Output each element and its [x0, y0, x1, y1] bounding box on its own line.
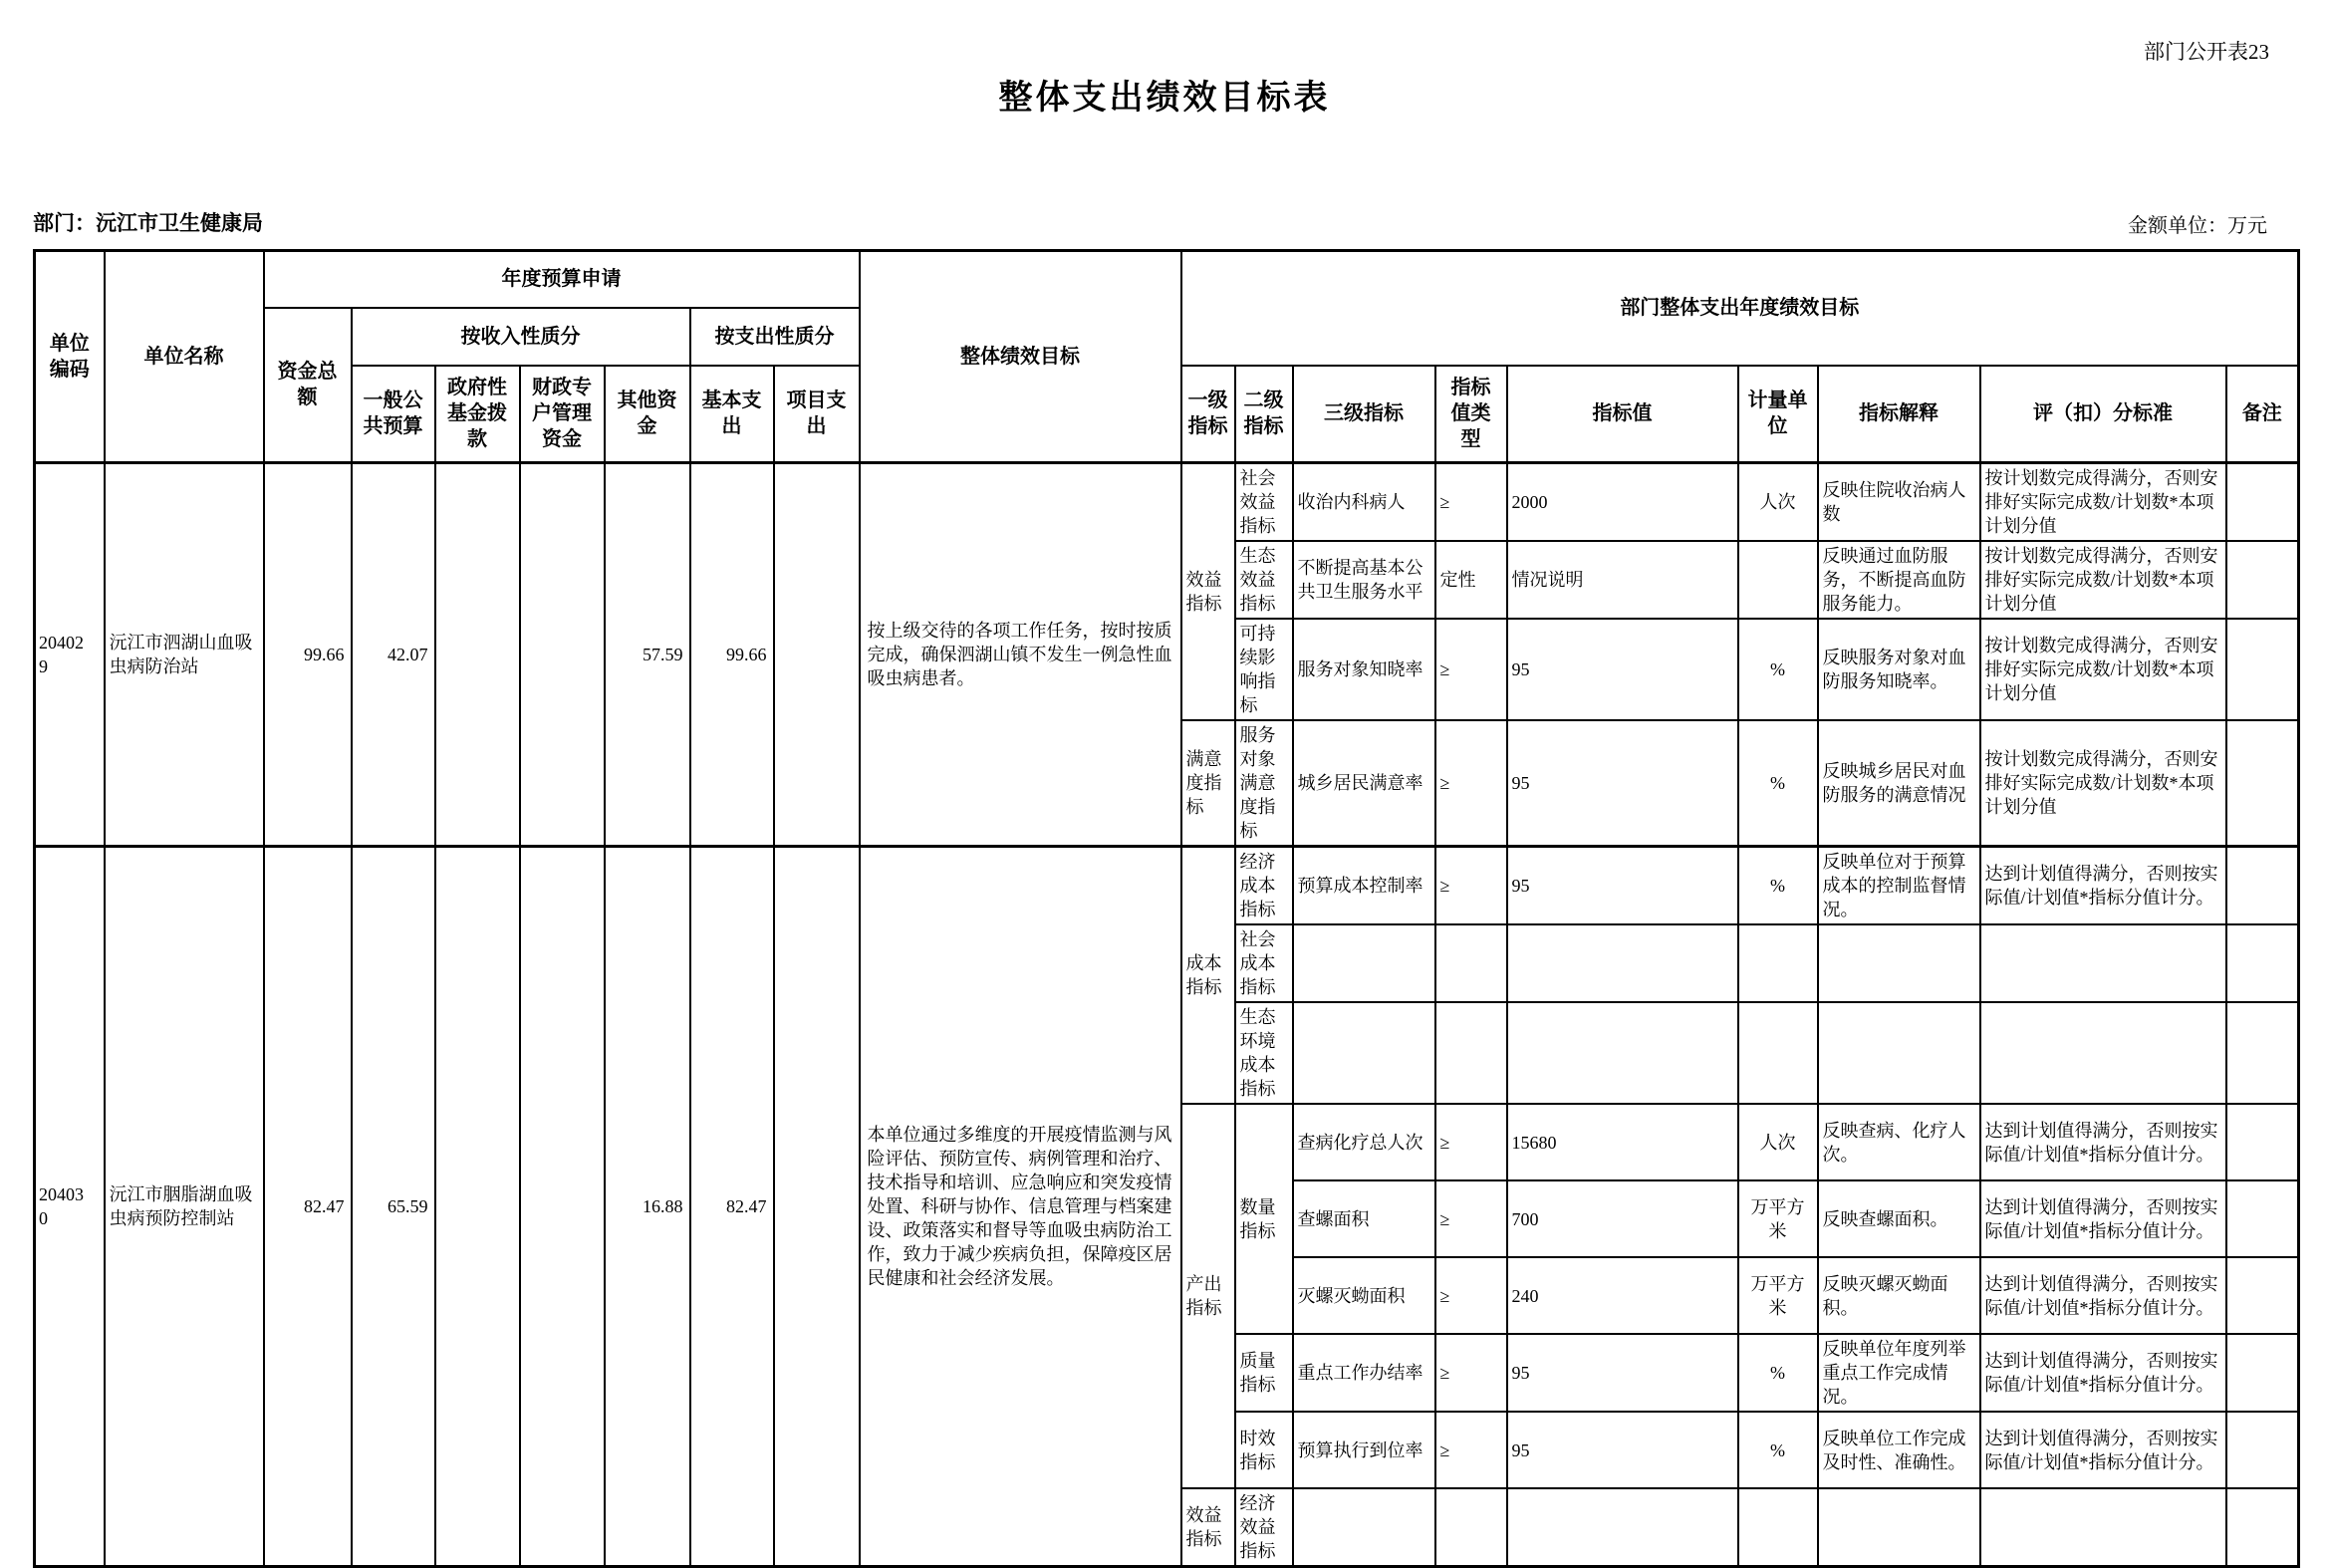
indicator-value-cell [1507, 1488, 1738, 1567]
indicator-value-cell: 95 [1507, 847, 1738, 925]
remark-cell [2226, 463, 2299, 542]
level3-indicator-cell: 城乡居民满意率 [1293, 720, 1435, 847]
value-type-cell: ≥ [1435, 1104, 1507, 1180]
scoring-cell [1980, 924, 2226, 1002]
indicator-value-cell: 15680 [1507, 1104, 1738, 1180]
level3-indicator-cell: 不断提高基本公共卫生服务水平 [1293, 541, 1435, 619]
level2-indicator-cell: 社会效益指标 [1235, 463, 1293, 542]
measure-unit-cell: % [1738, 1412, 1818, 1488]
header-scoring-standard: 评（扣）分标准 [1980, 366, 2226, 463]
indicator-value-cell: 95 [1507, 1334, 1738, 1412]
level2-indicator-cell: 服务对象满意度指标 [1235, 720, 1293, 847]
corner-note: 部门公开表23 [2144, 40, 2269, 64]
unit-name-cell: 沅江市胭脂湖血吸虫病预防控制站 [105, 847, 264, 1567]
indicator-value-cell: 2000 [1507, 463, 1738, 542]
unit-code-cell: 204029 [35, 463, 105, 847]
measure-unit-cell: % [1738, 720, 1818, 847]
scoring-cell: 达到计划值得满分，否则按实际值/计划值*指标分值计分。 [1980, 1412, 2226, 1488]
unit-name-cell: 沅江市泗湖山血吸虫病防治站 [105, 463, 264, 847]
scoring-cell: 达到计划值得满分，否则按实际值/计划值*指标分值计分。 [1980, 1104, 2226, 1180]
table-header [35, 251, 2299, 463]
header-level1-indicator: 一级指标 [1181, 366, 1235, 463]
page-title: 整体支出绩效目标表 [998, 79, 1331, 117]
header-fiscal-special-account-funds: 财政专户管理资金 [520, 366, 605, 463]
explanation-cell [1818, 1488, 1980, 1567]
header-annual-budget-request: 年度预算申请 [264, 251, 860, 308]
level3-indicator-cell [1293, 924, 1435, 1002]
table-row [35, 847, 2299, 925]
level2-indicator-cell: 社会成本指标 [1235, 924, 1293, 1002]
level3-indicator-cell: 收治内科病人 [1293, 463, 1435, 542]
header-by-expenditure-nature: 按支出性质分 [690, 308, 860, 366]
header-unit-name: 单位名称 [105, 251, 264, 463]
scoring-cell: 达到计划值得满分，否则按实际值/计划值*指标分值计分。 [1980, 1257, 2226, 1334]
measure-unit-cell [1738, 924, 1818, 1002]
value-type-cell: ≥ [1435, 463, 1507, 542]
measure-unit-cell: % [1738, 847, 1818, 925]
indicator-value-cell: 240 [1507, 1257, 1738, 1334]
value-type-cell: ≥ [1435, 1334, 1507, 1412]
header-total-funds: 资金总额 [264, 308, 352, 463]
remark-cell [2226, 619, 2299, 720]
explanation-cell: 反映城乡居民对血防服务的满意情况 [1818, 720, 1980, 847]
scoring-cell: 按计划数完成得满分，否则安排好实际完成数/计划数*本项计划分值 [1980, 720, 2226, 847]
explanation-cell: 反映单位对于预算成本的控制监督情况。 [1818, 847, 1980, 925]
remark-cell [2226, 1334, 2299, 1412]
level2-indicator-cell: 生态环境成本指标 [1235, 1002, 1293, 1104]
scoring-cell: 按计划数完成得满分，否则安排好实际完成数/计划数*本项计划分值 [1980, 463, 2226, 542]
measure-unit-cell: 万平方米 [1738, 1257, 1818, 1334]
overall-target-cell: 按上级交待的各项工作任务，按时按质完成，确保泗湖山镇不发生一例急性血吸虫病患者。 [860, 463, 1181, 847]
table-body [35, 463, 2299, 1567]
explanation-cell [1818, 924, 1980, 1002]
value-type-cell: ≥ [1435, 1412, 1507, 1488]
explanation-cell: 反映查病、化疗人次。 [1818, 1104, 1980, 1180]
remark-cell [2226, 1257, 2299, 1334]
level2-indicator-cell: 数量指标 [1235, 1104, 1293, 1334]
header-government-fund-allocation: 政府性基金拨款 [435, 366, 520, 463]
explanation-cell: 反映通过血防服务，不断提高血防服务能力。 [1818, 541, 1980, 619]
header-basic-expenditure: 基本支出 [690, 366, 774, 463]
level1-indicator-cell: 满意度指标 [1181, 720, 1235, 847]
value-type-cell: ≥ [1435, 1180, 1507, 1257]
performance-target-table [33, 249, 2300, 1568]
measure-unit-cell [1738, 1488, 1818, 1567]
scoring-cell: 按计划数完成得满分，否则安排好实际完成数/计划数*本项计划分值 [1980, 541, 2226, 619]
indicator-value-cell: 95 [1507, 1412, 1738, 1488]
project-expenditure-cell [774, 847, 860, 1567]
remark-cell [2226, 1488, 2299, 1567]
level3-indicator-cell: 预算成本控制率 [1293, 847, 1435, 925]
remark-cell [2226, 924, 2299, 1002]
explanation-cell: 反映单位年度列举重点工作完成情况。 [1818, 1334, 1980, 1412]
value-type-cell [1435, 1002, 1507, 1104]
remark-cell [2226, 1180, 2299, 1257]
level1-indicator-cell: 成本指标 [1181, 847, 1235, 1105]
explanation-cell: 反映查螺面积。 [1818, 1180, 1980, 1257]
header-level3-indicator: 三级指标 [1293, 366, 1435, 463]
table-row [35, 463, 2299, 542]
scoring-cell: 达到计划值得满分，否则按实际值/计划值*指标分值计分。 [1980, 1180, 2226, 1257]
fiscal-special-account-cell [520, 847, 605, 1567]
header-measure-unit: 计量单位 [1738, 366, 1818, 463]
scoring-cell: 达到计划值得满分，否则按实际值/计划值*指标分值计分。 [1980, 847, 2226, 925]
value-type-cell: ≥ [1435, 720, 1507, 847]
scoring-cell [1980, 1488, 2226, 1567]
other-funds-cell: 16.88 [605, 847, 690, 1567]
measure-unit-cell: 万平方米 [1738, 1180, 1818, 1257]
header-by-income-nature: 按收入性质分 [352, 308, 690, 366]
header-project-expenditure: 项目支出 [774, 366, 860, 463]
indicator-value-cell: 95 [1507, 720, 1738, 847]
level3-indicator-cell: 服务对象知晓率 [1293, 619, 1435, 720]
header-indicator-explanation: 指标解释 [1818, 366, 1980, 463]
header-other-funds: 其他资金 [605, 366, 690, 463]
level2-indicator-cell: 生态效益指标 [1235, 541, 1293, 619]
indicator-value-cell [1507, 924, 1738, 1002]
indicator-value-cell [1507, 1002, 1738, 1104]
indicator-value-cell: 情况说明 [1507, 541, 1738, 619]
level1-indicator-cell: 产出指标 [1181, 1104, 1235, 1488]
explanation-cell: 反映服务对象对血防服务知晓率。 [1818, 619, 1980, 720]
level2-indicator-cell: 质量指标 [1235, 1334, 1293, 1412]
level3-indicator-cell: 灭螺灭蚴面积 [1293, 1257, 1435, 1334]
general-public-budget-cell: 42.07 [352, 463, 435, 847]
level2-indicator-cell: 时效指标 [1235, 1412, 1293, 1488]
level2-indicator-cell: 可持续影响指标 [1235, 619, 1293, 720]
indicator-value-cell: 700 [1507, 1180, 1738, 1257]
value-type-cell: ≥ [1435, 1257, 1507, 1334]
value-type-cell: 定性 [1435, 541, 1507, 619]
total-funds-cell: 99.66 [264, 463, 352, 847]
header-remark: 备注 [2226, 366, 2299, 463]
level3-indicator-cell [1293, 1488, 1435, 1567]
value-type-cell: ≥ [1435, 847, 1507, 925]
remark-cell [2226, 1104, 2299, 1180]
header-unit-code: 单位编码 [35, 251, 105, 463]
header-level2-indicator: 二级指标 [1235, 366, 1293, 463]
level3-indicator-cell: 查病化疗总人次 [1293, 1104, 1435, 1180]
project-expenditure-cell [774, 463, 860, 847]
remark-cell [2226, 1412, 2299, 1488]
measure-unit-cell [1738, 1002, 1818, 1104]
general-public-budget-cell: 65.59 [352, 847, 435, 1567]
scoring-cell: 按计划数完成得满分，否则安排好实际完成数/计划数*本项计划分值 [1980, 619, 2226, 720]
measure-unit-cell: 人次 [1738, 1104, 1818, 1180]
level3-indicator-cell: 重点工作办结率 [1293, 1334, 1435, 1412]
indicator-value-cell: 95 [1507, 619, 1738, 720]
header-indicator-value-type: 指标值类型 [1435, 366, 1507, 463]
value-type-cell: ≥ [1435, 619, 1507, 720]
level3-indicator-cell: 预算执行到位率 [1293, 1412, 1435, 1488]
basic-expenditure-cell: 99.66 [690, 463, 774, 847]
level3-indicator-cell [1293, 1002, 1435, 1104]
level3-indicator-cell: 查螺面积 [1293, 1180, 1435, 1257]
level1-indicator-cell: 效益指标 [1181, 463, 1235, 721]
explanation-cell: 反映灭螺灭蚴面积。 [1818, 1257, 1980, 1334]
scoring-cell [1980, 1002, 2226, 1104]
unit-code-cell: 204030 [35, 847, 105, 1567]
level2-indicator-cell: 经济成本指标 [1235, 847, 1293, 925]
level2-indicator-cell: 经济效益指标 [1235, 1488, 1293, 1567]
header-overall-performance-target: 整体绩效目标 [860, 251, 1181, 463]
remark-cell [2226, 847, 2299, 925]
header-general-public-budget: 一般公共预算 [352, 366, 435, 463]
other-funds-cell: 57.59 [605, 463, 690, 847]
remark-cell [2226, 1002, 2299, 1104]
header-department-annual-targets: 部门整体支出年度绩效目标 [1181, 251, 2299, 366]
explanation-cell: 反映单位工作完成及时性、准确性。 [1818, 1412, 1980, 1488]
department-label: 部门：沅江市卫生健康局 [33, 212, 263, 235]
remark-cell [2226, 541, 2299, 619]
measure-unit-cell: % [1738, 619, 1818, 720]
explanation-cell [1818, 1002, 1980, 1104]
explanation-cell: 反映住院收治病人数 [1818, 463, 1980, 542]
basic-expenditure-cell: 82.47 [690, 847, 774, 1567]
measure-unit-cell: 人次 [1738, 463, 1818, 542]
government-fund-cell [435, 847, 520, 1567]
remark-cell [2226, 720, 2299, 847]
scoring-cell: 达到计划值得满分，否则按实际值/计划值*指标分值计分。 [1980, 1334, 2226, 1412]
level1-indicator-cell: 效益指标 [1181, 1488, 1235, 1567]
overall-target-cell: 本单位通过多维度的开展疫情监测与风险评估、预防宣传、病例管理和治疗、技术指导和培训、应急响应和突发疫情处置、科研与协作、信息管理与档案建设、政策落实和督导等血吸虫病防治工作，致力于减少疾病负担，保障疫区居民健康和社会经济发展。 [860, 847, 1181, 1567]
amount-unit-note: 金额单位：万元 [2128, 215, 2267, 237]
government-fund-cell [435, 463, 520, 847]
total-funds-cell: 82.47 [264, 847, 352, 1567]
measure-unit-cell [1738, 541, 1818, 619]
value-type-cell [1435, 924, 1507, 1002]
header-indicator-value: 指标值 [1507, 366, 1738, 463]
fiscal-special-account-cell [520, 463, 605, 847]
value-type-cell [1435, 1488, 1507, 1567]
measure-unit-cell: % [1738, 1334, 1818, 1412]
